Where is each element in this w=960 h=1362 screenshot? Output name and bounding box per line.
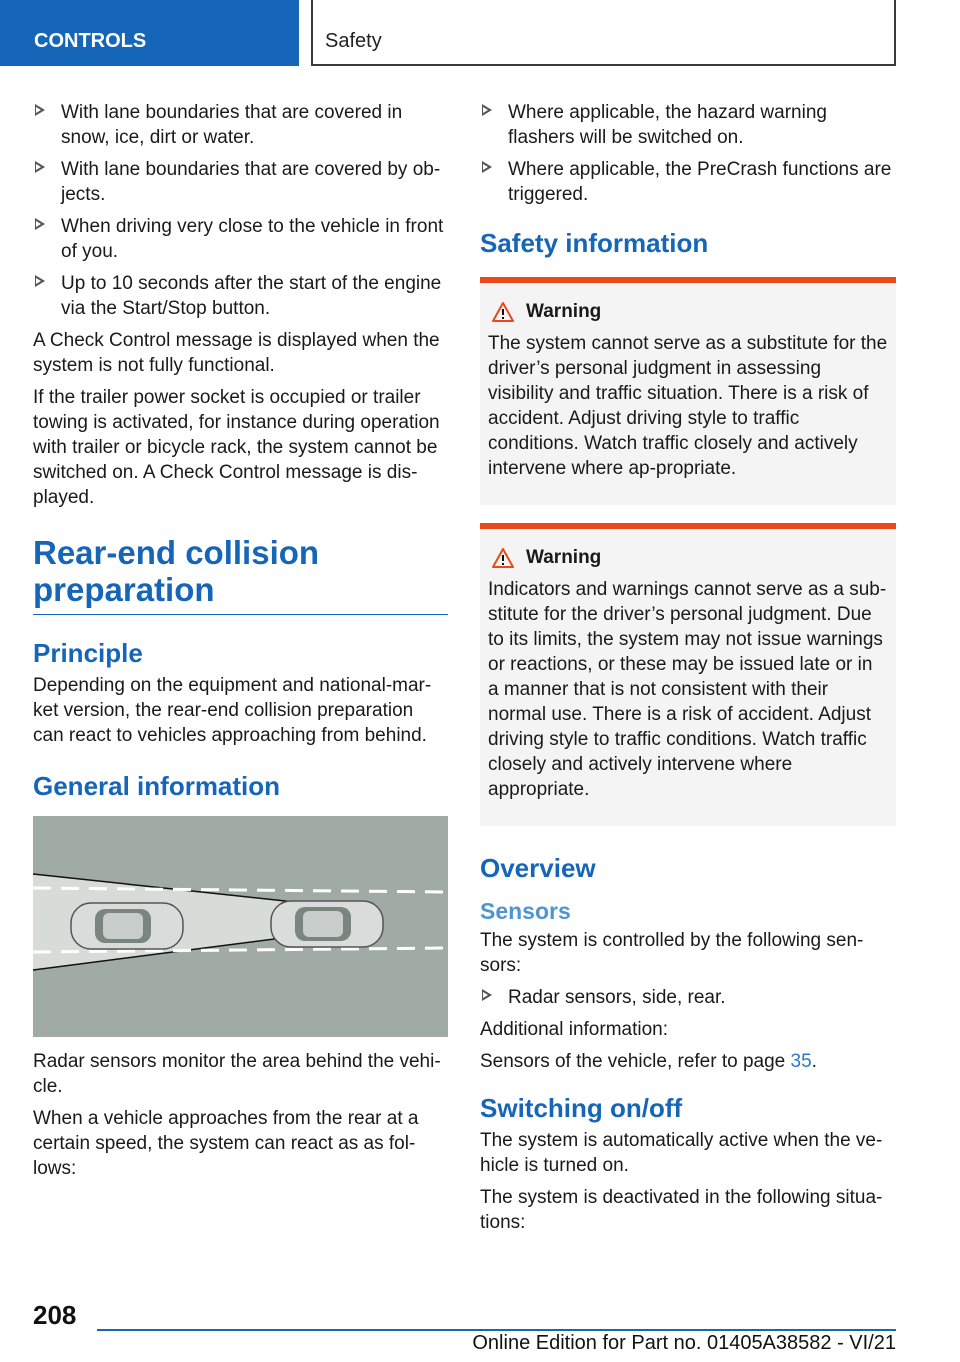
car-icon [71,903,183,949]
header-chapter-label: Safety [325,30,382,52]
section-title-rear-end: Rear-end collision preparation [33,534,448,615]
warning-box [480,523,896,826]
warning-title: Warning [526,547,602,568]
footer-divider [97,1329,896,1331]
warning-triangle-icon [492,302,514,322]
list-item: With lane boundaries that are covered in snow, ice, dirt or water. [33,100,448,150]
radar-diagram-svg [33,816,448,1037]
heading-principle: Principle [33,638,143,668]
paragraph-radar: Radar sensors monitor the area behind the vehi-cle. [33,1051,441,1097]
paragraph-approach: When a vehicle approaches from the rear at a certain speed, the system can react as as fol-lows: [33,1108,419,1179]
heading-sensors: Sensors [480,898,571,924]
right-column [480,100,896,1242]
triangle-bullet-icon [35,104,45,116]
list-item: With lane boundaries that are covered by ob-jects. [33,157,448,207]
footer-edition: Online Edition for Part no. 01405A38582 - VI/21 [472,1332,896,1354]
list-item: Radar sensors, side, rear. [480,985,896,1010]
header-section-label: CONTROLS [34,30,147,52]
triangle-bullet-icon [482,989,492,1001]
triangle-bullet-icon [482,161,492,173]
page-number: 208 [33,1300,77,1330]
list-item: Up to 10 seconds after the start of the engine via the Start/Stop button. [33,271,448,321]
heading-safety-information: Safety information [480,228,709,258]
list-item: Where applicable, the PreCrash functions are triggered. [480,157,896,207]
list-item: When driving very close to the vehicle in front of you. [33,214,448,264]
car-icon [271,901,383,947]
triangle-bullet-icon [35,161,45,173]
warning-box [480,277,896,505]
paragraph-check-control: A Check Control message is displayed when the system is not fully functional. [33,330,440,376]
bullet-list-sensors [480,985,896,1010]
paragraph-deactivated: The system is deactivated in the following situa-tions: [480,1187,883,1233]
triangle-bullet-icon [35,218,45,230]
paragraph-sensors: The system is controlled by the following sen-sors: [480,930,864,976]
paragraph-trailer: If the trailer power socket is occupied or trailer towing is activated, for instance during operation with trailer or bicycle rack, the system cannot be switched on. A Check Control message is dis-played. [33,387,440,508]
paragraph-principle: Depending on the equipment and national-mar-ket version, the rear-end collision preparation can react to vehicles approaching from behind. [33,675,432,746]
warning-text: The system cannot serve as a substitute for the driver’s personal judgment in assessing visibility and traffic situation. There is a risk of accident. Adjust driving style to traffic conditions. Watch traffic closely and actively intervene where ap-propriate. [488,333,888,479]
page-reference-link[interactable]: 35 [790,1051,812,1072]
heading-general-information: General information [33,771,281,801]
paragraph-reference: Sensors of the vehicle, refer to page 35. [480,1051,817,1072]
heading-switching: Switching on/off [480,1093,683,1123]
paragraph-additional: Additional information: [480,1019,668,1040]
warning-text: Indicators and warnings cannot serve as a sub-stitute for the driver’s personal judgment. Due to its limits, the system may not issue warnings or reactions, or these may be issued late or in a manner that is not consistent with their normal use. There is a risk of accident. Adjust driving style to traffic conditions. Watch traffic closely and actively intervene where appropriate. [488,579,887,800]
bullet-list-conditions [33,100,448,321]
header-chapter-box [311,0,896,66]
warning-title: Warning [526,301,602,322]
triangle-bullet-icon [482,104,492,116]
left-column [33,100,448,1188]
radar-illustration [33,816,448,1037]
triangle-bullet-icon [35,275,45,287]
header-section-tab [0,0,299,66]
bullet-list-reactions [480,100,896,207]
list-item: Where applicable, the hazard warning flashers will be switched on. [480,100,896,150]
heading-overview: Overview [480,853,596,883]
warning-triangle-icon [492,548,514,568]
paragraph-auto-active: The system is automatically active when the ve-hicle is turned on. [480,1130,883,1176]
